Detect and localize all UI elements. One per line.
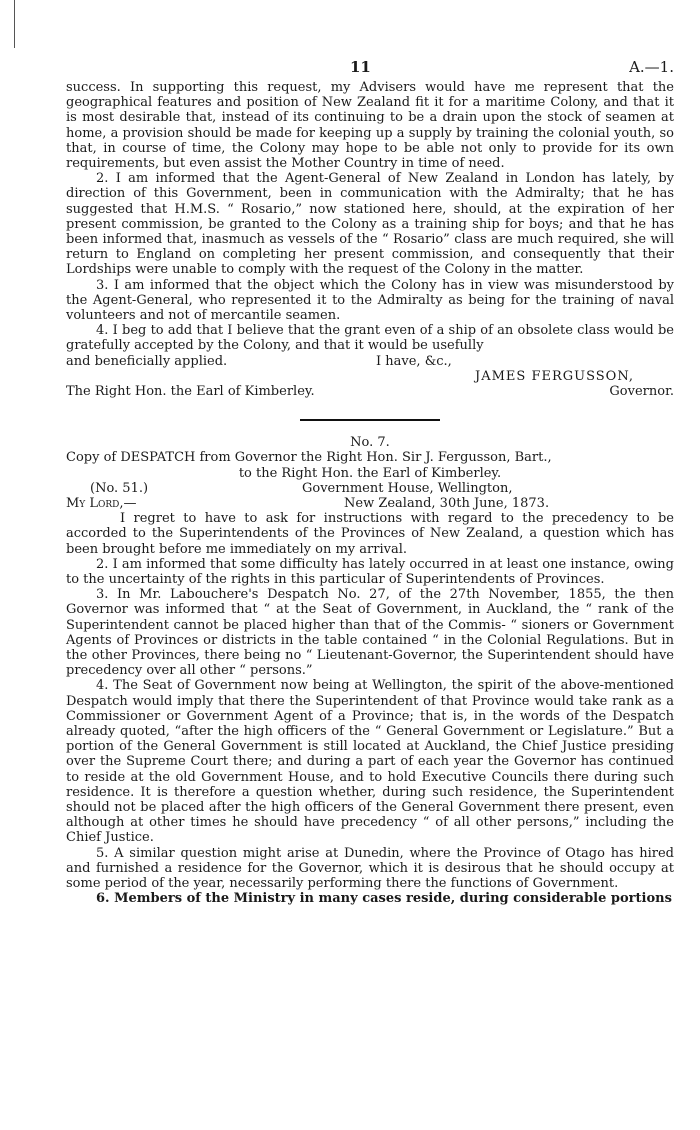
closing-row [66,354,674,369]
paragraph: I regret to have to ask for instructions with regard to the precedency to be accorded to the Superintendents of the Provinces of New Zealand, a question which has been brought before me immediately on my arrival. [66,511,674,557]
paragraph: 2. I am informed that some difficulty has lately occurred in at least one instance, owing to the uncertainty of the rights in this particular of Superintendents of Provinces. [66,556,674,588]
salutation-row [66,496,674,511]
page-number: 11 [350,58,371,76]
closing-text: and beneficially applied. [66,353,228,369]
paragraph: 3. In Mr. Labouchere's Despatch No. 27, of the 27th November, 1855, the then Governor was informed that “ at the Seat of Government, in Auckland, the “ rank of the Superintendent cannot be placed higher than that of the Commis- “ sioners or Government Agents of Provinces or districts in the table contained “ in the Colonial Regulations. But in the other Provinces, there being no “ Lieutenant-Governor, the Superintendent should have precedency over all other “ persons.” [66,587,674,679]
paragraph: success. In supporting this request, my Advisers would have me represent that the geographical features and position of New Zealand fit it for a maritime Colony, and that it is most desirable that, instead of its continuing to be a drain upon the stock of seamen at home, a provision should be made for keeping up a supply by training the colonial youth, so that, in course of time, the Colony may hope to be able not only to provide for its own requirements, but even assist the Mother Country in time of need. [66,80,674,172]
ref-row [66,481,674,496]
signature-title: Governor. [609,384,674,400]
paragraph: 3. I am informed that the object which the Colony has in view was misunderstood by the Agent-General, who represented it to the Admiralty as being for the training of naval volunteers and not of mercantile seamen. [66,277,674,324]
document-reference: A.—1. [629,58,674,76]
page-header [66,58,674,80]
despatch-location: Government House, Wellington, [302,480,513,496]
despatch-date: New Zealand, 30th June, 1873. [344,496,550,512]
salutation: My Lord,— [66,496,137,512]
despatch-reference: (No. 51.) [90,480,149,496]
margin-rule [14,0,15,48]
paragraph: 2. I am informed that the Agent-General of New Zealand in London has lately, by direction of this Government, been in communication with the Admiralty; that he has suggested that H.M.S. “ Rosario,” now stationed here, should, at the expiration of her present commission, be granted to the Colony as a training ship for boys; and that he has been informed that, inasmuch as vessels of the “ Rosario” class are much required, she will return to England on completing her present commission, and consequently that their Lordships were unable to comply with the request of the Colony in the matter. [66,171,674,278]
addressee: The Right Hon. the Earl of Kimberley. [66,384,315,400]
despatch-number: No. 7. [350,435,390,451]
addressee-row [66,384,674,399]
despatch-title: Copy of DESPATCH from Governor the Right Hon. Sir J. Fergusson, Bart., [66,450,552,466]
page-body [66,58,674,906]
paragraph: 6. Members of the Ministry in many cases reside, during considerable portions [96,891,672,907]
despatch-no-7 [66,435,674,906]
closing-formula: I have, &c., [376,353,452,369]
signature-row [66,369,674,384]
signature: JAMES FERGUSSON, [475,368,634,384]
paragraph: 5. A similar question might arise at Dunedin, where the Province of Otago has hired and furnished a residence for the Governor, which it is desirous that he should occupy at some period of the year, necessarily performing there the functions of Government. [66,845,674,892]
previous-letter [66,80,674,399]
paragraph: 4. The Seat of Government now being at Wellington, the spirit of the above-mentioned Despatch would imply that there the Superintendent of that Province would take rank as a Commissioner or Government Agent of a Province; that is, in the words of the Despatch already quoted, “after the high officers of the “ General Government or Legislature.” But a portion of the General Government is still located at Auckland, the Chief Justice presiding over the Supreme Court there; and during a part of each year the Governor has continued to reside at the old Government House, and to hold Executive Councils there during such residence. It is therefore a question whether, during such residence, the Superintendent should not be placed after the high officers of the General Government there present, even although at other times he should have precedency “ of all other persons,” including the Chief Justice. [66,678,674,846]
section-divider [300,419,440,421]
paragraph: 4. I beg to add that I believe that the grant even of a ship of an obsolete class would be gratefully accepted by the Colony, and that it would be usefully [66,323,674,354]
despatch-title-continued: to the Right Hon. the Earl of Kimberley. [238,465,502,481]
